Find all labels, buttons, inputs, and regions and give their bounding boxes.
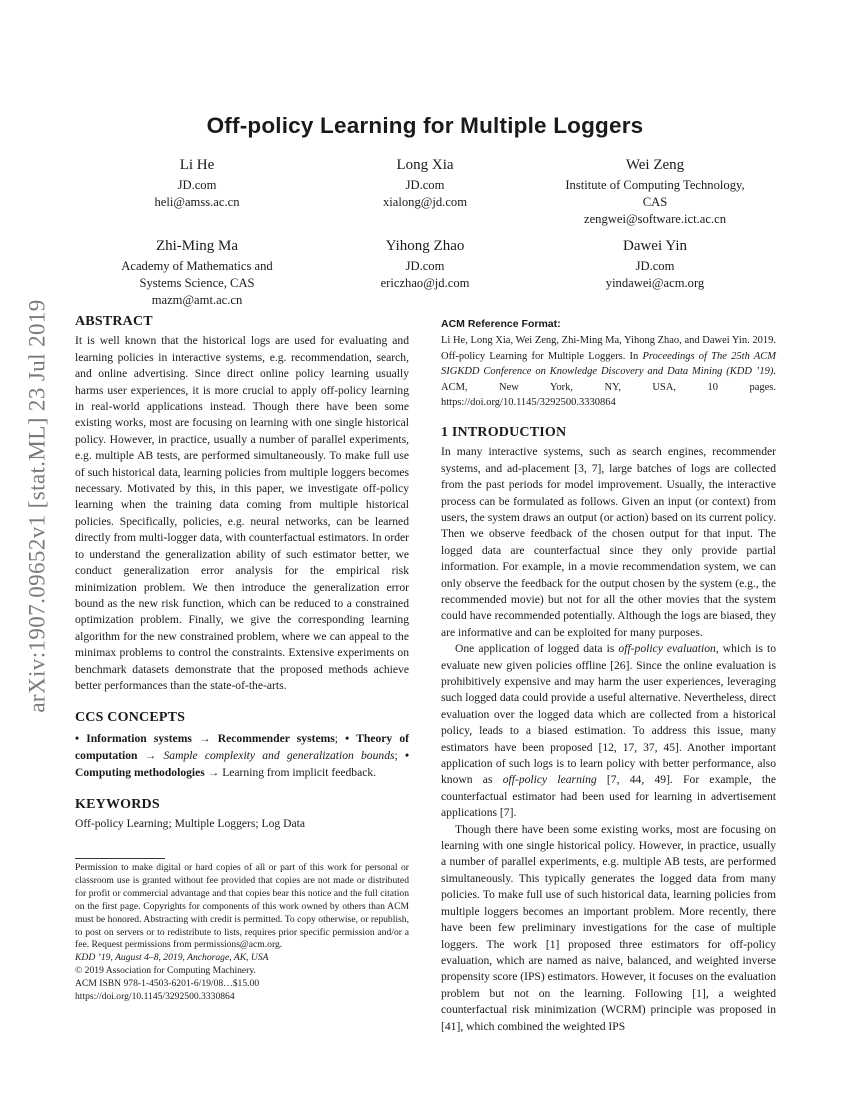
author-name: Long Xia: [396, 157, 454, 173]
intro-text: [7, 44, 49]. For example, the counterfactual estimator had been used for learning in advertisement applications [7].: [441, 773, 777, 820]
author-affiliation: JD.com: [405, 178, 445, 192]
author-affiliation: JD.com: [177, 178, 217, 192]
acm-reference-authors: Li He, Long Xia, Wei Zeng, Zhi-Ming Ma, Yihong Zhao, and Dawei Yin. 2019. Off-policy Learning for Multiple Loggers. In: [441, 335, 776, 362]
author-block: [305, 155, 545, 211]
introduction-heading: 1 INTRODUCTION: [441, 424, 567, 440]
author-block: [305, 236, 545, 292]
ccs-concept: Sample complexity and generalization bounds: [163, 748, 395, 762]
left-column: [75, 314, 409, 833]
author-block: [535, 155, 775, 228]
ccs-separator: ;: [334, 731, 346, 745]
author-email: mazm@amt.ac.cn: [151, 293, 243, 307]
arxiv-identifier: arXiv:1907.09652v1 [stat.ML] 23 Jul 2019: [25, 299, 51, 713]
intro-emphasis: off-policy evaluation: [618, 642, 716, 656]
author-block: [535, 236, 775, 292]
author-affiliation: CAS: [642, 195, 668, 209]
author-email: heli@amss.ac.cn: [154, 195, 240, 209]
ccs-separator: ;: [394, 748, 405, 762]
ccs-concept: • Theory of computation: [75, 731, 410, 762]
author-name: Yihong Zhao: [385, 238, 465, 254]
conference-info: KDD ’19, August 4–8, 2019, Anchorage, AK, USA: [75, 952, 269, 964]
intro-paragraph-2: [441, 641, 776, 821]
ccs-concept: Learning from implicit feedback.: [222, 765, 377, 779]
permission-text: Permission to make digital or hard copies of all or part of this work for personal or classroom use is granted without fee provided that copies are not made or distributed for profit or commercial advantage and that copies bear this notice and the full citation on the first page. Copyrights for components of this work owned by others than ACM must be honored. Abstracting with credit is permitted. To copy otherwise, or republish, to post on servers or to redistribute to lists, requires prior specific permission and/or a fee. Request permissions from permissions@acm.org.: [75, 862, 409, 951]
footnote-divider: [75, 858, 165, 859]
intro-text: One application of logged data is: [455, 642, 619, 656]
intro-paragraph-3: Though there have been some existing works, most are focusing on learning with one single historical policy. However, in practice, usually a number of parallel experiments, e.g. multiple AB tests, are performed simultaneously. This typically generates the logged data from many policies. To make full use of such historical data, learning policies from multiple loggers becomes an important problem. More recently, there have been few preliminary investigations for the case of multiple loggers. The work [1] proposed three estimators for off-policy evaluation, which are named as naive, balanced, and weighted inverse propensity score (IPS) estimators. However, it focuses on the evaluation problem but not on the learning. Following [1], a weighted counterfactual risk minimization (WCRM) principle was proposed in [41], which combined the weighted IPS: [441, 822, 776, 1033]
abstract-text: It is well known that the historical logs are used for evaluating and learning policies in interactive systems, e.g. recommendation, search, and online advertising. Since direct online policy learning usually harms user experiences, it is more crucial to apply off-policy learning in real-world applications instead. Though there have been some existing works, most are focusing on learning with one single historical policy. However, in practice, usually a number of parallel experiments, e.g. multiple AB tests, are performed simultaneously. To make full use of such historical data, learning policies from multiple loggers becomes necessary. Motivated by this, in this paper, we investigate off-policy learning when the training data coming from multiple historical policies. Specifically, policies, e.g. neural networks, can be learned directly from multi-logger data, with counterfactual estimators. In order to understand the generalization ability of such estimator better, we conduct generalization error analysis for the empirical risk minimization problem. We then introduce the generalization error bound as the new risk function, which can be reduced to a constrained optimization problem. Finally, we give the corresponding learning algorithm for the new constrained problem, where we can appeal to the minimax problems to control the constraints. Extensive experiments on benchmark datasets demonstrate that the proposed methods achieve better performances than the state-of-the-arts.: [75, 334, 409, 692]
ccs-concept: Recommender systems: [217, 731, 335, 745]
author-name: Wei Zeng: [625, 157, 685, 173]
author-name: Zhi-Ming Ma: [155, 238, 239, 254]
intro-emphasis: off-policy learning: [502, 773, 597, 787]
author-affiliation: Academy of Mathematics and: [121, 259, 273, 273]
isbn-line: ACM ISBN 978-1-4503-6201-6/19/08…$15.00: [75, 978, 260, 990]
ccs-concept: • Computing methodologies: [75, 748, 410, 779]
acm-reference-heading: ACM Reference Format:: [441, 318, 561, 330]
intro-text: , which is to evaluate new given policies offline [26]. Since the online evaluation is prohibitively expensive and may harm the user experiences, leveraging such logged data could provide a useful alternative. Nevertheless, direct evaluation over the logged data which are collected from a historical policy, leads to a biased estimation. To address this issue, many estimators have been proposed [12, 17, 37, 45]. Another important application of such logs is to learn policy with better performance, also known as: [441, 642, 776, 787]
abstract-heading: ABSTRACT: [75, 314, 153, 329]
permission-footnote: [75, 862, 409, 1004]
author-affiliation: JD.com: [635, 259, 675, 273]
ccs-concept: • Information systems: [75, 731, 192, 745]
author-block: [77, 236, 317, 309]
doi-line: https://doi.org/10.1145/3292500.3330864: [75, 991, 235, 1003]
acm-reference-venue: Proceedings of The 25th ACM SIGKDD Conference on Knowledge Discovery and Data Mining (KDD ’19).: [441, 350, 777, 378]
author-email: xialong@jd.com: [383, 195, 467, 209]
author-email: ericzhao@jd.com: [380, 276, 470, 290]
author-affiliation: JD.com: [405, 259, 445, 273]
author-affiliation: Institute of Computing Technology,: [565, 178, 745, 192]
ccs-heading: CCS CONCEPTS: [75, 710, 186, 726]
acm-reference-tail: ACM, New York, NY, USA, 10 pages. https://doi.org/10.1145/3292500.3330864: [441, 381, 776, 409]
ccs-arrow: →: [191, 731, 218, 745]
ccs-arrow: →: [137, 748, 164, 762]
intro-paragraph-1: In many interactive systems, such as search engines, recommender systems, and ad-placement [3, 7], large batches of logs are collected from the past periods for model improvement. Usually, the interactive process can be formulated as follows. Given an input (or context) from users, the system draws an output (or action) based on its current policy. Then we observe feedback of the chosen output for that input. The logged data are counterfactual since they only provide partial information. For example, in a movie recommendation system, we can only observe the feedback for the output chosen by the system (e.g., the recommended movie) but not for all the other movies that the system could have recommended potentially. Although the logs are biased, they are informative and can be exploited for many purposes.: [441, 445, 776, 639]
keywords-text: Off-policy Learning; Multiple Loggers; Log Data: [75, 817, 305, 831]
right-column: [441, 316, 776, 1035]
keywords-heading: KEYWORDS: [75, 796, 160, 812]
author-block: [77, 155, 317, 211]
ccs-text: [75, 730, 409, 781]
paper-title: Off-policy Learning for Multiple Loggers: [206, 113, 644, 138]
author-name: Li He: [179, 157, 215, 173]
author-name: Dawei Yin: [622, 238, 687, 254]
conference-line: [75, 952, 409, 965]
author-affiliation: Systems Science, CAS: [139, 276, 255, 290]
copyright-line: © 2019 Association for Computing Machinery.: [75, 965, 256, 977]
author-email: yindawei@acm.org: [605, 276, 705, 290]
author-email: zengwei@software.ict.ac.cn: [583, 212, 726, 226]
ccs-arrow: →: [204, 765, 223, 779]
acm-reference-text: [441, 333, 776, 411]
